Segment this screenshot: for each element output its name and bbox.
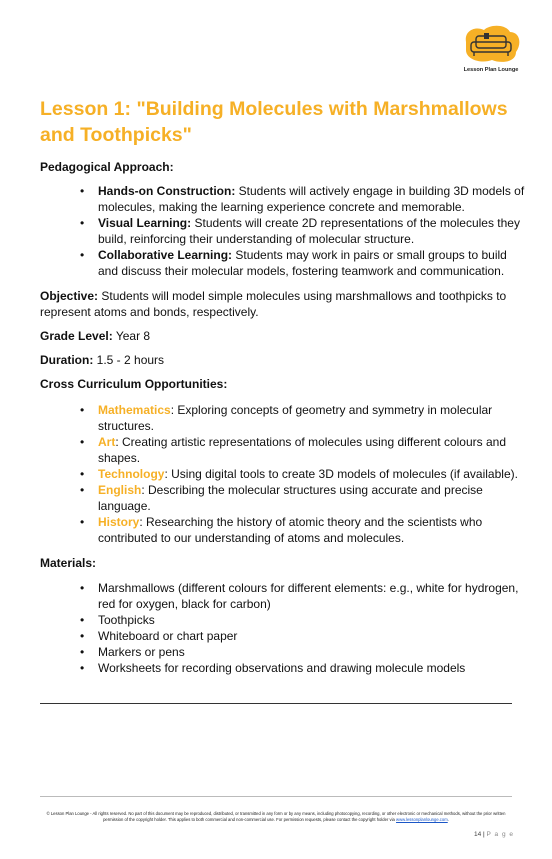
- list-item: • Visual Learning: Students will create 2D representations of the molecules they build, reinforcing their understanding of molecular structure.: [80, 216, 520, 246]
- logo-text: Lesson Plan Lounge: [463, 67, 519, 73]
- section-divider: [40, 703, 512, 704]
- list-item: • Collaborative Learning: Students may work in pairs or small groups to build and discuss their molecular models, fostering teamwork and communication.: [80, 248, 507, 278]
- grade-text: Year 8: [112, 329, 151, 343]
- item-text: Marshmallows (different colours for different elements: e.g., white for hydrogen, red for oxygen, black for carbon): [98, 581, 519, 611]
- subject-label: Technology: [98, 467, 165, 481]
- duration-text: 1.5 - 2 hours: [93, 353, 165, 367]
- brand-logo: [458, 22, 524, 80]
- item-text: Whiteboard or chart paper: [98, 629, 238, 643]
- subject-label: Mathematics: [98, 403, 171, 417]
- item-text: : Exploring concepts of geometry and symmetry in molecular structures.: [98, 403, 493, 433]
- list-item: • Marshmallows (different colours for different elements: e.g., white for hydrogen, red for oxygen, black for carbon): [80, 581, 519, 611]
- list-item: • Hands-on Construction: Students will actively engage in building 3D models of molecules, making the learning experience concrete and memorable.: [80, 184, 525, 214]
- item-text: : Describing the molecular structures using accurate and precise language.: [98, 483, 483, 513]
- objective: [40, 288, 530, 320]
- item-text: Students will actively engage in building 3D models of molecules, making the learning experience concrete and memorable.: [98, 184, 525, 214]
- list-item: • Technology: Using digital tools to create 3D models of molecules (if available).: [80, 467, 518, 481]
- grade-label: Grade Level:: [40, 329, 113, 343]
- page-separator: |: [483, 831, 485, 838]
- materials-heading: Materials:: [40, 556, 97, 570]
- list-item: • Worksheets for recording observations and drawing molecule models: [80, 661, 466, 675]
- item-text: Toothpicks: [98, 613, 155, 627]
- list-item: • Whiteboard or chart paper: [80, 629, 238, 643]
- page-number: [474, 831, 514, 838]
- materials-list: [80, 580, 530, 676]
- item-text: : Using digital tools to create 3D models of molecules (if available).: [164, 467, 518, 481]
- cross-curriculum-list: [80, 402, 530, 546]
- subject-label: English: [98, 483, 142, 497]
- pedagogy-list: [80, 183, 530, 279]
- list-item: • English: Describing the molecular structures using accurate and precise language.: [80, 483, 483, 513]
- page-label: P a g e: [486, 831, 514, 838]
- item-label: Hands-on Construction:: [98, 184, 236, 198]
- item-label: Visual Learning:: [98, 216, 192, 230]
- list-item: • Art: Creating artistic representations of molecules using different colours and shapes.: [80, 435, 506, 465]
- item-text: : Researching the history of atomic theory and the scientists who contributed to our understanding of atoms and molecules.: [98, 515, 483, 545]
- page-number-value: 14: [473, 831, 482, 838]
- duration-label: Duration:: [40, 353, 94, 367]
- subject-label: Art: [98, 435, 116, 449]
- item-text: Markers or pens: [98, 645, 185, 659]
- lesson-title: Lesson 1: "Building Molecules with Marshmallows and Toothpicks": [40, 98, 508, 146]
- website-link[interactable]: www.lessonplanlounge.com: [396, 817, 448, 823]
- footer-divider: [40, 796, 512, 797]
- copyright-footer: [40, 811, 512, 823]
- duration: [40, 352, 530, 368]
- cross-curriculum-heading: Cross Curriculum Opportunities:: [40, 377, 228, 391]
- grade-level: [40, 328, 530, 344]
- pedagogy-heading: Pedagogical Approach:: [40, 160, 174, 174]
- list-item: • Markers or pens: [80, 645, 185, 659]
- copyright-text: © Lesson Plan Lounge - All rights reserved. No part of this document may be reproduced, distributed, or transmitted in any form or by any means, including photocopying, recording, or other electronic or mechanical methods, without the prior written permission of the copyright holder. This applies to both commercial and non-commercial use. For permission requests, please contact the copyright holder via: [46, 811, 506, 823]
- list-item: • History: Researching the history of atomic theory and the scientists who contributed to our understanding of atoms and molecules.: [80, 515, 483, 545]
- list-item: • Toothpicks: [80, 613, 155, 627]
- list-item: • Mathematics: Exploring concepts of geometry and symmetry in molecular structures.: [80, 403, 493, 433]
- item-text: Students will create 2D representations of the molecules they build, reinforcing their understanding of molecular structure.: [98, 216, 520, 246]
- item-text: Students may work in pairs or small groups to build and discuss their molecular models, fostering teamwork and communication.: [98, 248, 507, 278]
- objective-label: Objective:: [40, 289, 99, 303]
- sofa-logo-icon: [458, 22, 524, 66]
- subject-label: History: [98, 515, 140, 529]
- item-label: Collaborative Learning:: [98, 248, 233, 262]
- item-text: Worksheets for recording observations and drawing molecule models: [98, 661, 466, 675]
- link-suffix: .: [447, 817, 449, 823]
- objective-text: Students will model simple molecules using marshmallows and toothpicks to represent atoms and bonds, respectively.: [40, 289, 507, 319]
- item-text: : Creating artistic representations of molecules using different colours and shapes.: [98, 435, 506, 465]
